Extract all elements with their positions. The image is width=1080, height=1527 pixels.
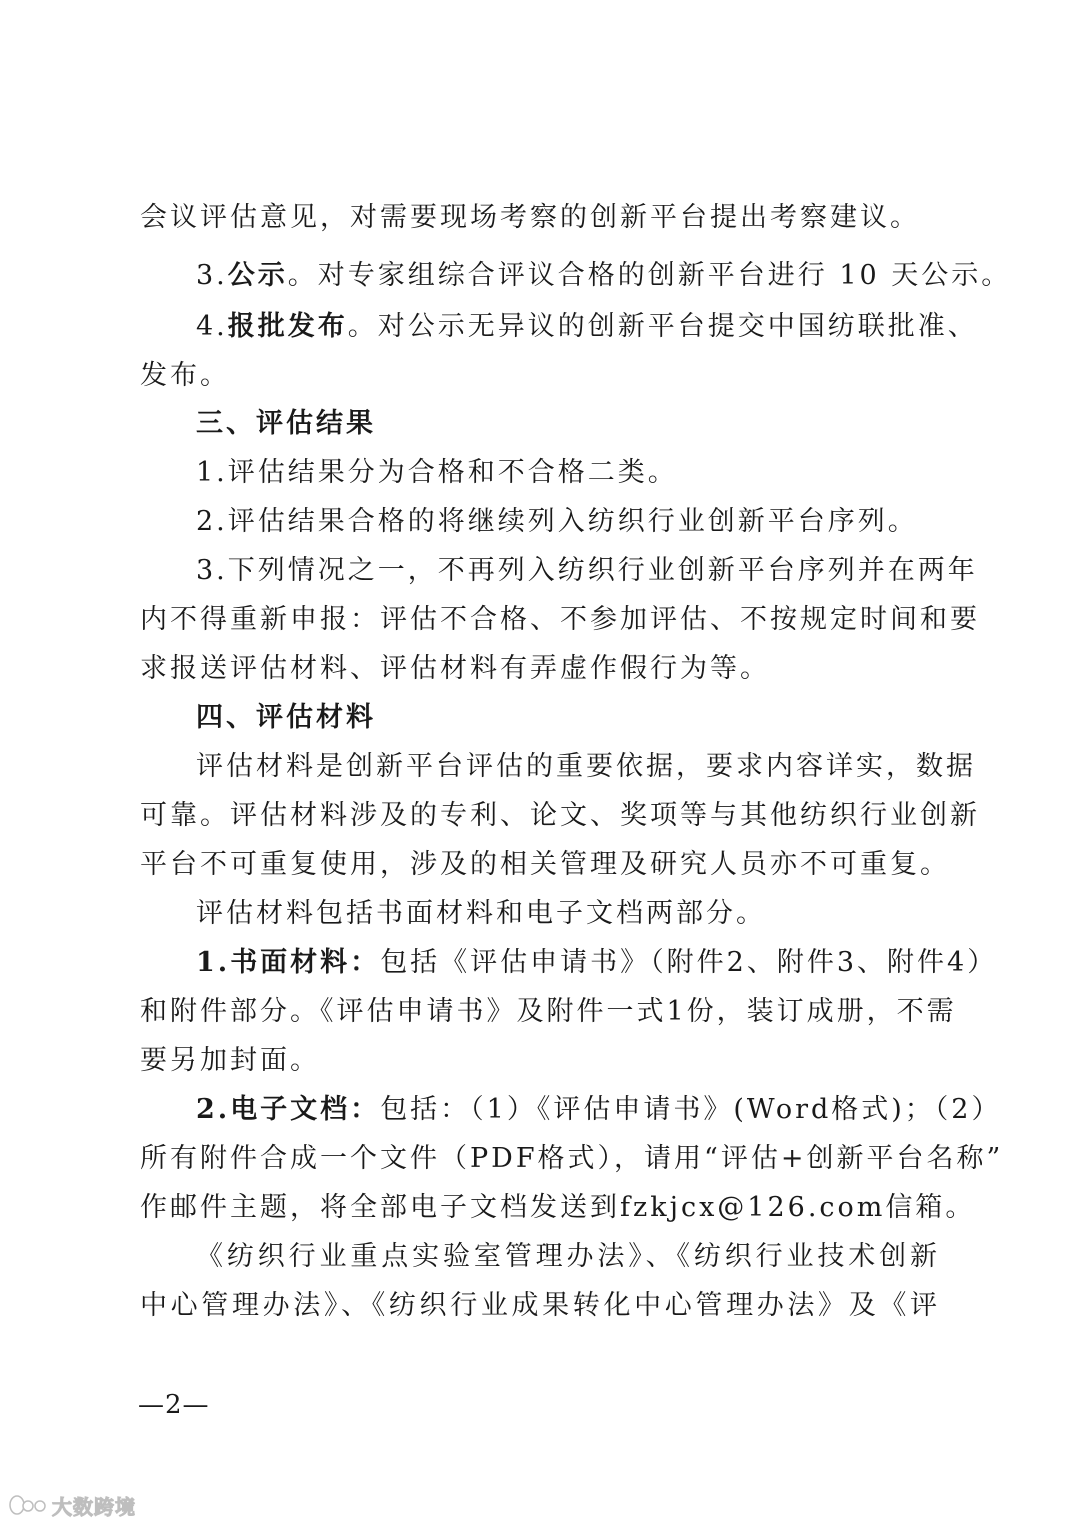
paragraph-continuation: 会议评估意见，对需要现场考察的创新平台提出考察建议。 [140, 202, 920, 233]
item-publicity [196, 256, 1012, 296]
result-item-2: 2.评估结果合格的将继续列入纺织行业创新平台序列。 [196, 506, 918, 537]
item-title: 报批发布 [227, 311, 348, 342]
item-approval [196, 307, 978, 347]
electronic-documents-cont: 作邮件主题，将全部电子文档发送到fzkjcx@126.com信箱。 [140, 1192, 976, 1223]
page-number: —2— [138, 1390, 210, 1420]
watermark-text: 大数跨境 [52, 1494, 136, 1519]
materials-paragraph: 评估材料是创新平台评估的重要依据，要求内容详实，数据 [196, 751, 976, 782]
result-item-1: 1.评估结果分为合格和不合格二类。 [196, 457, 678, 488]
item-text: 。对公示无异议的创新平台提交中国纺联批准、 [347, 311, 978, 342]
materials-paragraph-cont: 可靠。评估材料涉及的专利、论文、奖项等与其他纺织行业创新 [140, 800, 980, 831]
final-paragraph: 《纺织行业重点实验室管理办法》、《纺织行业技术创新 [196, 1241, 940, 1272]
electronic-documents-cont: 所有附件合成一个文件（PDF格式），请用“评估+创新平台名称” [140, 1143, 1004, 1174]
result-item-3: 3.下列情况之一，不再列入纺织行业创新平台序列并在两年 [196, 555, 978, 586]
section-heading-results: 三、评估结果 [196, 408, 376, 439]
materials-summary: 评估材料包括书面材料和电子文档两部分。 [196, 898, 766, 929]
section-heading-materials: 四、评估材料 [196, 702, 376, 733]
electronic-documents [196, 1090, 1002, 1130]
item-approval-cont: 发布。 [140, 360, 230, 391]
item-number: 4. [196, 311, 228, 342]
item-number: 3. [196, 260, 228, 291]
materials-paragraph-cont: 平台不可重复使用，涉及的相关管理及研究人员亦不可重复。 [140, 849, 950, 880]
item-number: 2. [196, 1094, 231, 1125]
item-title: 电子文档： [230, 1094, 381, 1125]
item-title: 书面材料： [230, 947, 381, 978]
item-title: 公示 [227, 260, 288, 291]
item-text: 包括：（1）《评估申请书》(Word格式)；（2） [380, 1094, 1002, 1125]
item-number: 1. [196, 947, 231, 978]
written-materials-cont: 和附件部分。《评估申请书》及附件一式1份，装订成册，不需 [140, 996, 957, 1027]
watermark [8, 1490, 136, 1520]
final-paragraph-cont: 中心管理办法》、《纺织行业成果转化中心管理办法》及《评 [140, 1290, 940, 1321]
written-materials-cont: 要另加封面。 [140, 1045, 320, 1076]
written-materials [196, 943, 998, 983]
result-item-3-cont: 内不得重新申报：评估不合格、不参加评估、不按规定时间和要 [140, 604, 980, 635]
item-text: 。对专家组综合评议合格的创新平台进行 10 天公示。 [287, 260, 1012, 291]
result-item-3-cont: 求报送评估材料、评估材料有弄虚作假行为等。 [140, 653, 770, 684]
item-text: 包括《评估申请书》（附件2、附件3、附件4） [380, 947, 998, 978]
watermark-logo-icon [8, 1493, 48, 1517]
